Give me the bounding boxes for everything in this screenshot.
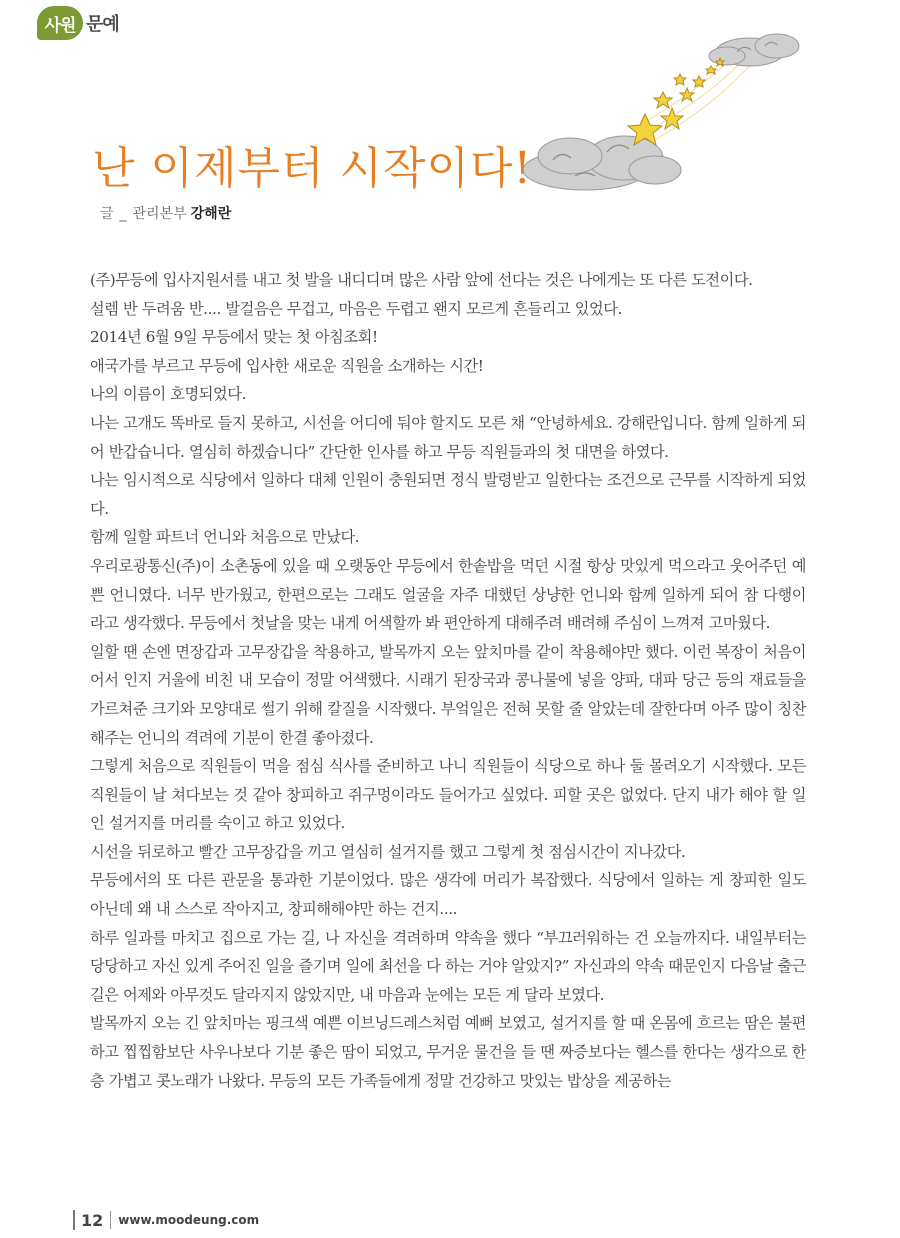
paragraph: 2014년 6월 9일 무등에서 맞는 첫 아침조회! [90,328,378,347]
byline [100,203,231,223]
footer-divider [110,1211,111,1229]
paragraph: (주)무등에 입사지원서를 내고 첫 발을 내디디며 많은 사람 앞에 선다는 것은 나에게는 또 다른 도전이다. [90,271,753,289]
paragraph: 일할 땐 손엔 면장갑과 고무장갑을 착용하고, 발목까지 오는 앞치마를 같이 착용해야만 했다. 이런 복장이 처음이어서 인지 거울에 비친 내 모습이 정말 어색했다. 시래기 된장국과 콩나물에 넣을 양파, 대파 당근 등의 재료들을 가르쳐준 크기와 모양대로 썰기 위해 칼질을 시작했다. 부엌일은 전혀 못할 줄 알았는데 잘한다며 아주 많이 칭찬해주는 언니의 격려에 기분이 한결 좋아졌다. [90,642,806,747]
paragraph: 설렘 반 두려움 반.... 발걸음은 무겁고, 마음은 두렵고 왠지 모르게 흔들리고 있었다. [90,299,622,318]
paragraph: 그렇게 처음으로 직원들이 먹을 점심 식사를 준비하고 나니 직원들이 식당으로 하나 둘 몰려오기 시작했다. 모든 직원들이 날 쳐다보는 것 같아 창피하고 쥐구멍이라도 들어가고 싶었다. 피할 곳은 없었다. 단지 내가 해야 할 일인 설거지를 머리를 숙이고 하고 있었다. [90,757,806,833]
paragraph: 우리로광통신(주)이 소촌동에 있을 때 오랫동안 무등에서 한솥밥을 먹던 시절 항상 맛있게 먹으라고 웃어주던 예쁜 언니였다. 너무 반가웠고, 한편으로는 그래도 얼굴을 자주 대했던 상냥한 언니와 함께 일하게 되어 참 다행이라고 생각했다. 무등에서 첫날을 맞는 내게 어색할까 봐 편안하게 대해주려 배려해 주심이 느껴져 고마웠다. [90,556,806,633]
paragraph: 시선을 뒤로하고 빨간 고무장갑을 끼고 열심히 설거지를 했고 그렇게 첫 점심시간이 지나갔다. [90,842,686,861]
article-body [90,266,806,1095]
bottom-cloud-icon [523,136,681,190]
paragraph: 나는 고개도 똑바로 들지 못하고, 시선을 어디에 둬야 할지도 모른 채 “안녕하세요. 강해란입니다. 함께 일하게 되어 반갑습니다. 열심히 하겠습니다” 간단한 인사를 하고 무등 직원들과의 첫 대면을 하였다. [90,413,806,461]
star-icon [628,58,724,145]
paragraph: 함께 일할 파트너 언니와 처음으로 만났다. [90,528,360,547]
section-tag-label: 문예 [86,14,119,35]
footer-url: www.moodeung.com [118,1213,260,1227]
byline-prefix: 글 [100,206,114,222]
paragraph: 나는 임시적으로 식당에서 일하다 대체 인원이 충원되면 정식 발령받고 일한다는 조건으로 근무를 시작하게 되었다. [90,471,806,518]
page-number: 12 [81,1210,104,1230]
byline-department: 관리본부 [132,206,187,222]
section-tag [37,6,119,40]
article-title: 난 이제부터 시작이다! [92,143,533,194]
paragraph: 하루 일과를 마치고 집으로 가는 길, 나 자신을 격려하며 약속을 했다 “부끄러워하는 건 오늘까지다. 내일부터는 당당하고 자신 있게 주어진 일을 즐기며 일에 최선을 다 하는 거야 알았지?” 자신과의 약속 때문인지 다음날 출근길은 어제와 아무것도 달라지지 않았지만, 내 마음과 눈에는 모든 게 달라 보였다. [90,928,806,1004]
paragraph: 무등에서의 또 다른 관문을 통과한 기분이었다. 많은 생각에 머리가 복잡했다. 식당에서 일하는 게 창피한 일도 아닌데 왜 내 스스로 작아지고, 창피해해야만 하는 건지.... [90,871,806,919]
paragraph: 나의 이름이 호명되었다. [90,385,246,404]
footer-divider [73,1210,75,1230]
paragraph: 애국가를 부르고 무등에 입사한 새로운 직원을 소개하는 시간! [90,356,484,375]
cloud-stars-illustration [515,30,815,205]
byline-author: 강해란 [190,206,232,222]
section-tag-badge: 사원 [37,6,83,40]
byline-separator: _ [119,206,127,222]
paragraph: 발목까지 오는 긴 앞치마는 핑크색 예쁜 이브닝드레스처럼 예뻐 보였고, 설거지를 할 때 온몸에 흐르는 땀은 불편하고 찝찝함보단 사우나보다 기분 좋은 땀이 되었고, 무거운 물건을 들 땐 짜증보다는 헬스를 한다는 생각으로 한층 가볍고 콧노래가 나왔다. 무등의 모든 가족들에게 정말 건강하고 맛있는 밥상을 제공하는 [90,1014,806,1090]
page-footer [73,1210,259,1230]
